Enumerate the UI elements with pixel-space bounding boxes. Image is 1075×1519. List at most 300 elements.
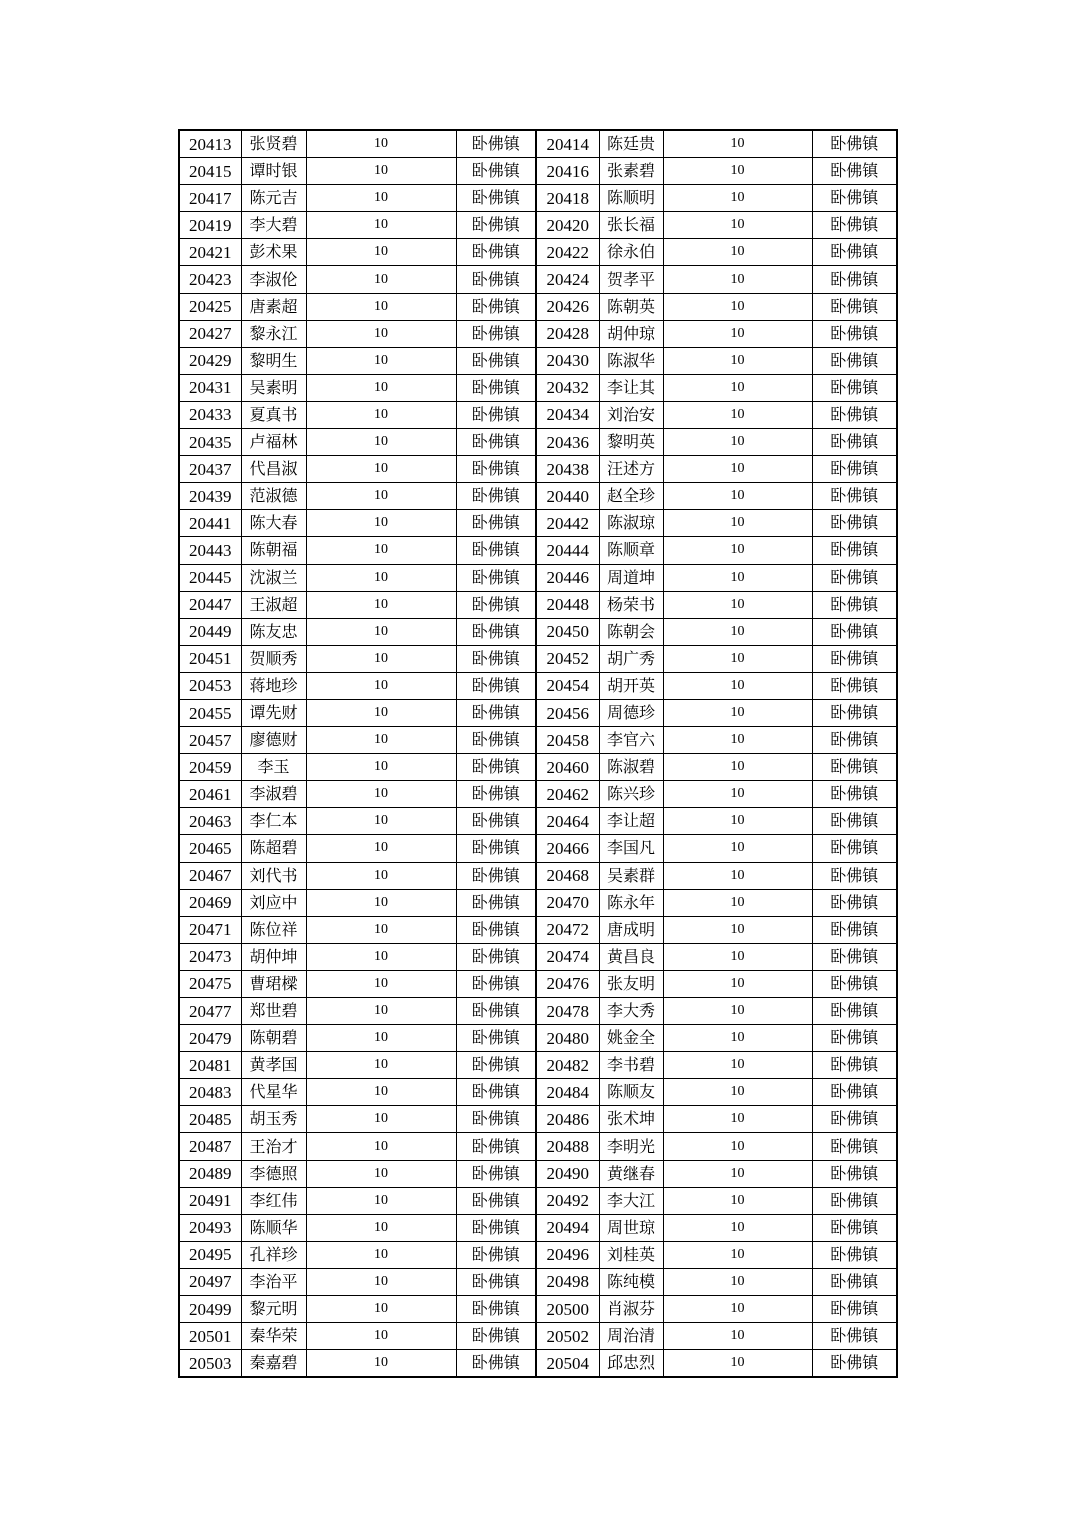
right-town-cell: 卧佛镇 (812, 1296, 897, 1323)
right-amount-cell: 10 (663, 510, 812, 537)
left-town-cell: 卧佛镇 (456, 1079, 536, 1106)
right-amount-cell: 10 (663, 266, 812, 293)
left-id-cell: 20481 (179, 1052, 241, 1079)
right-town-cell: 卧佛镇 (812, 320, 897, 347)
right-town-cell: 卧佛镇 (812, 781, 897, 808)
left-name-cell: 廖德财 (241, 727, 306, 754)
right-name-cell: 陈纯模 (599, 1268, 663, 1295)
right-town-cell: 卧佛镇 (812, 158, 897, 185)
left-town-cell: 卧佛镇 (456, 537, 536, 564)
left-town-cell: 卧佛镇 (456, 266, 536, 293)
right-town-cell: 卧佛镇 (812, 727, 897, 754)
left-id-cell: 20455 (179, 699, 241, 726)
right-amount-cell: 10 (663, 1268, 812, 1295)
right-name-cell: 陈朝会 (599, 618, 663, 645)
left-id-cell: 20423 (179, 266, 241, 293)
left-name-cell: 卢福林 (241, 429, 306, 456)
left-town-cell: 卧佛镇 (456, 889, 536, 916)
left-name-cell: 黎永江 (241, 320, 306, 347)
right-town-cell: 卧佛镇 (812, 239, 897, 266)
right-id-cell: 20460 (536, 754, 599, 781)
right-amount-cell: 10 (663, 998, 812, 1025)
left-town-cell: 卧佛镇 (456, 429, 536, 456)
right-name-cell: 汪述方 (599, 456, 663, 483)
table-row (179, 591, 897, 618)
table-row (179, 456, 897, 483)
right-id-cell: 20504 (536, 1350, 599, 1378)
left-town-cell: 卧佛镇 (456, 1241, 536, 1268)
right-name-cell: 李官六 (599, 727, 663, 754)
left-amount-cell: 10 (306, 591, 456, 618)
table-row (179, 1079, 897, 1106)
right-amount-cell: 10 (663, 456, 812, 483)
left-name-cell: 谭时银 (241, 158, 306, 185)
left-name-cell: 刘应中 (241, 889, 306, 916)
left-town-cell: 卧佛镇 (456, 727, 536, 754)
right-id-cell: 20424 (536, 266, 599, 293)
right-name-cell: 周世琼 (599, 1214, 663, 1241)
left-id-cell: 20413 (179, 130, 241, 158)
left-id-cell: 20447 (179, 591, 241, 618)
left-id-cell: 20427 (179, 320, 241, 347)
right-amount-cell: 10 (663, 212, 812, 239)
right-id-cell: 20490 (536, 1160, 599, 1187)
right-id-cell: 20428 (536, 320, 599, 347)
table-row (179, 266, 897, 293)
right-name-cell: 黄继春 (599, 1160, 663, 1187)
left-amount-cell: 10 (306, 239, 456, 266)
left-amount-cell: 10 (306, 672, 456, 699)
right-id-cell: 20492 (536, 1187, 599, 1214)
right-amount-cell: 10 (663, 862, 812, 889)
table-row (179, 970, 897, 997)
left-id-cell: 20493 (179, 1214, 241, 1241)
left-town-cell: 卧佛镇 (456, 645, 536, 672)
left-amount-cell: 10 (306, 212, 456, 239)
left-id-cell: 20503 (179, 1350, 241, 1378)
left-name-cell: 胡仲坤 (241, 943, 306, 970)
left-name-cell: 李淑伦 (241, 266, 306, 293)
left-id-cell: 20477 (179, 998, 241, 1025)
right-amount-cell: 10 (663, 835, 812, 862)
left-id-cell: 20501 (179, 1323, 241, 1350)
right-id-cell: 20426 (536, 293, 599, 320)
left-town-cell: 卧佛镇 (456, 754, 536, 781)
left-id-cell: 20463 (179, 808, 241, 835)
right-name-cell: 李大江 (599, 1187, 663, 1214)
left-amount-cell: 10 (306, 158, 456, 185)
right-id-cell: 20414 (536, 130, 599, 158)
left-amount-cell: 10 (306, 1268, 456, 1295)
right-id-cell: 20484 (536, 1079, 599, 1106)
left-amount-cell: 10 (306, 483, 456, 510)
right-id-cell: 20482 (536, 1052, 599, 1079)
right-town-cell: 卧佛镇 (812, 672, 897, 699)
right-name-cell: 唐成明 (599, 916, 663, 943)
table-row (179, 1214, 897, 1241)
left-amount-cell: 10 (306, 293, 456, 320)
right-town-cell: 卧佛镇 (812, 1187, 897, 1214)
left-id-cell: 20475 (179, 970, 241, 997)
left-town-cell: 卧佛镇 (456, 374, 536, 401)
left-town-cell: 卧佛镇 (456, 1052, 536, 1079)
left-town-cell: 卧佛镇 (456, 510, 536, 537)
left-town-cell: 卧佛镇 (456, 672, 536, 699)
right-town-cell: 卧佛镇 (812, 862, 897, 889)
right-town-cell: 卧佛镇 (812, 591, 897, 618)
right-town-cell: 卧佛镇 (812, 293, 897, 320)
left-amount-cell: 10 (306, 645, 456, 672)
left-town-cell: 卧佛镇 (456, 185, 536, 212)
right-name-cell: 姚金全 (599, 1025, 663, 1052)
right-name-cell: 周道坤 (599, 564, 663, 591)
right-town-cell: 卧佛镇 (812, 347, 897, 374)
right-name-cell: 陈顺章 (599, 537, 663, 564)
right-name-cell: 张术坤 (599, 1106, 663, 1133)
left-amount-cell: 10 (306, 754, 456, 781)
left-amount-cell: 10 (306, 266, 456, 293)
left-name-cell: 张贤碧 (241, 130, 306, 158)
left-amount-cell: 10 (306, 456, 456, 483)
right-amount-cell: 10 (663, 672, 812, 699)
right-name-cell: 刘治安 (599, 401, 663, 428)
right-id-cell: 20500 (536, 1296, 599, 1323)
right-amount-cell: 10 (663, 239, 812, 266)
left-name-cell: 李玉 (241, 754, 306, 781)
table-row (179, 212, 897, 239)
left-amount-cell: 10 (306, 970, 456, 997)
roster-table (178, 129, 898, 1378)
right-town-cell: 卧佛镇 (812, 564, 897, 591)
table-row (179, 1106, 897, 1133)
right-name-cell: 张素碧 (599, 158, 663, 185)
table-row (179, 239, 897, 266)
left-town-cell: 卧佛镇 (456, 320, 536, 347)
right-name-cell: 陈兴珍 (599, 781, 663, 808)
left-town-cell: 卧佛镇 (456, 456, 536, 483)
table-row (179, 727, 897, 754)
right-amount-cell: 10 (663, 483, 812, 510)
left-id-cell: 20435 (179, 429, 241, 456)
right-town-cell: 卧佛镇 (812, 645, 897, 672)
right-id-cell: 20434 (536, 401, 599, 428)
left-id-cell: 20437 (179, 456, 241, 483)
left-id-cell: 20469 (179, 889, 241, 916)
right-amount-cell: 10 (663, 158, 812, 185)
right-name-cell: 黄昌良 (599, 943, 663, 970)
right-amount-cell: 10 (663, 808, 812, 835)
right-town-cell: 卧佛镇 (812, 1241, 897, 1268)
right-name-cell: 李明光 (599, 1133, 663, 1160)
right-amount-cell: 10 (663, 618, 812, 645)
table-row (179, 537, 897, 564)
left-amount-cell: 10 (306, 1187, 456, 1214)
left-town-cell: 卧佛镇 (456, 401, 536, 428)
right-id-cell: 20466 (536, 835, 599, 862)
right-name-cell: 李书碧 (599, 1052, 663, 1079)
left-amount-cell: 10 (306, 1052, 456, 1079)
right-name-cell: 李让其 (599, 374, 663, 401)
left-id-cell: 20431 (179, 374, 241, 401)
left-town-cell: 卧佛镇 (456, 1160, 536, 1187)
table-row (179, 943, 897, 970)
left-name-cell: 李红伟 (241, 1187, 306, 1214)
right-town-cell: 卧佛镇 (812, 130, 897, 158)
left-id-cell: 20491 (179, 1187, 241, 1214)
right-town-cell: 卧佛镇 (812, 456, 897, 483)
left-amount-cell: 10 (306, 862, 456, 889)
right-name-cell: 胡广秀 (599, 645, 663, 672)
left-id-cell: 20453 (179, 672, 241, 699)
table-row (179, 862, 897, 889)
right-id-cell: 20498 (536, 1268, 599, 1295)
table-row (179, 564, 897, 591)
table-row (179, 835, 897, 862)
left-amount-cell: 10 (306, 835, 456, 862)
left-name-cell: 吴素明 (241, 374, 306, 401)
left-name-cell: 孔祥珍 (241, 1241, 306, 1268)
right-id-cell: 20474 (536, 943, 599, 970)
table-row (179, 1323, 897, 1350)
right-name-cell: 李国凡 (599, 835, 663, 862)
right-amount-cell: 10 (663, 1187, 812, 1214)
right-name-cell: 陈顺明 (599, 185, 663, 212)
left-id-cell: 20465 (179, 835, 241, 862)
right-amount-cell: 10 (663, 1214, 812, 1241)
left-amount-cell: 10 (306, 1241, 456, 1268)
left-town-cell: 卧佛镇 (456, 293, 536, 320)
left-id-cell: 20485 (179, 1106, 241, 1133)
left-amount-cell: 10 (306, 185, 456, 212)
right-name-cell: 杨荣书 (599, 591, 663, 618)
right-name-cell: 黎明英 (599, 429, 663, 456)
table-row (179, 1187, 897, 1214)
right-town-cell: 卧佛镇 (812, 401, 897, 428)
table-row (179, 1160, 897, 1187)
left-amount-cell: 10 (306, 1025, 456, 1052)
table-row (179, 293, 897, 320)
right-town-cell: 卧佛镇 (812, 1214, 897, 1241)
right-amount-cell: 10 (663, 1106, 812, 1133)
table-row (179, 158, 897, 185)
left-id-cell: 20473 (179, 943, 241, 970)
right-town-cell: 卧佛镇 (812, 1268, 897, 1295)
right-id-cell: 20416 (536, 158, 599, 185)
left-amount-cell: 10 (306, 1296, 456, 1323)
left-name-cell: 陈顺华 (241, 1214, 306, 1241)
right-id-cell: 20476 (536, 970, 599, 997)
left-id-cell: 20497 (179, 1268, 241, 1295)
table-row (179, 1350, 897, 1378)
table-row (179, 672, 897, 699)
right-id-cell: 20496 (536, 1241, 599, 1268)
right-name-cell: 陈廷贵 (599, 130, 663, 158)
table-row (179, 645, 897, 672)
left-amount-cell: 10 (306, 1133, 456, 1160)
right-name-cell: 刘桂英 (599, 1241, 663, 1268)
table-row (179, 401, 897, 428)
left-id-cell: 20425 (179, 293, 241, 320)
left-town-cell: 卧佛镇 (456, 1323, 536, 1350)
left-id-cell: 20445 (179, 564, 241, 591)
right-name-cell: 陈朝英 (599, 293, 663, 320)
left-amount-cell: 10 (306, 537, 456, 564)
left-id-cell: 20441 (179, 510, 241, 537)
right-town-cell: 卧佛镇 (812, 889, 897, 916)
left-amount-cell: 10 (306, 943, 456, 970)
right-amount-cell: 10 (663, 293, 812, 320)
right-id-cell: 20458 (536, 727, 599, 754)
right-town-cell: 卧佛镇 (812, 374, 897, 401)
left-id-cell: 20495 (179, 1241, 241, 1268)
left-amount-cell: 10 (306, 727, 456, 754)
left-id-cell: 20443 (179, 537, 241, 564)
left-town-cell: 卧佛镇 (456, 564, 536, 591)
table-row (179, 320, 897, 347)
table-row (179, 1296, 897, 1323)
left-name-cell: 陈大春 (241, 510, 306, 537)
right-town-cell: 卧佛镇 (812, 943, 897, 970)
right-name-cell: 陈淑华 (599, 347, 663, 374)
left-town-cell: 卧佛镇 (456, 158, 536, 185)
right-amount-cell: 10 (663, 374, 812, 401)
right-town-cell: 卧佛镇 (812, 429, 897, 456)
right-town-cell: 卧佛镇 (812, 185, 897, 212)
right-id-cell: 20452 (536, 645, 599, 672)
right-town-cell: 卧佛镇 (812, 483, 897, 510)
table-row (179, 998, 897, 1025)
right-amount-cell: 10 (663, 1160, 812, 1187)
left-id-cell: 20483 (179, 1079, 241, 1106)
right-amount-cell: 10 (663, 916, 812, 943)
left-town-cell: 卧佛镇 (456, 862, 536, 889)
left-town-cell: 卧佛镇 (456, 1133, 536, 1160)
right-name-cell: 陈顺友 (599, 1079, 663, 1106)
table-row (179, 510, 897, 537)
roster-body (179, 130, 897, 1377)
left-amount-cell: 10 (306, 1079, 456, 1106)
right-name-cell: 陈淑碧 (599, 754, 663, 781)
right-id-cell: 20480 (536, 1025, 599, 1052)
right-name-cell: 李大秀 (599, 998, 663, 1025)
right-id-cell: 20422 (536, 239, 599, 266)
table-row (179, 347, 897, 374)
left-amount-cell: 10 (306, 808, 456, 835)
left-name-cell: 陈位祥 (241, 916, 306, 943)
right-name-cell: 张长福 (599, 212, 663, 239)
left-town-cell: 卧佛镇 (456, 916, 536, 943)
right-amount-cell: 10 (663, 727, 812, 754)
right-town-cell: 卧佛镇 (812, 618, 897, 645)
left-town-cell: 卧佛镇 (456, 130, 536, 158)
table-row (179, 1025, 897, 1052)
right-amount-cell: 10 (663, 645, 812, 672)
left-town-cell: 卧佛镇 (456, 591, 536, 618)
right-id-cell: 20420 (536, 212, 599, 239)
right-id-cell: 20442 (536, 510, 599, 537)
right-town-cell: 卧佛镇 (812, 1323, 897, 1350)
left-amount-cell: 10 (306, 889, 456, 916)
left-name-cell: 代星华 (241, 1079, 306, 1106)
left-id-cell: 20499 (179, 1296, 241, 1323)
right-amount-cell: 10 (663, 1079, 812, 1106)
left-name-cell: 彭术果 (241, 239, 306, 266)
left-id-cell: 20415 (179, 158, 241, 185)
right-id-cell: 20432 (536, 374, 599, 401)
right-name-cell: 李让超 (599, 808, 663, 835)
right-amount-cell: 10 (663, 130, 812, 158)
right-amount-cell: 10 (663, 1052, 812, 1079)
right-id-cell: 20462 (536, 781, 599, 808)
right-town-cell: 卧佛镇 (812, 835, 897, 862)
right-town-cell: 卧佛镇 (812, 266, 897, 293)
right-amount-cell: 10 (663, 1133, 812, 1160)
table-row (179, 781, 897, 808)
left-amount-cell: 10 (306, 1350, 456, 1378)
right-name-cell: 胡开英 (599, 672, 663, 699)
table-row (179, 483, 897, 510)
left-town-cell: 卧佛镇 (456, 1187, 536, 1214)
left-town-cell: 卧佛镇 (456, 835, 536, 862)
left-town-cell: 卧佛镇 (456, 347, 536, 374)
table-row (179, 916, 897, 943)
table-row (179, 618, 897, 645)
left-amount-cell: 10 (306, 429, 456, 456)
left-name-cell: 胡玉秀 (241, 1106, 306, 1133)
right-amount-cell: 10 (663, 699, 812, 726)
left-amount-cell: 10 (306, 347, 456, 374)
left-town-cell: 卧佛镇 (456, 943, 536, 970)
table-row (179, 1052, 897, 1079)
right-amount-cell: 10 (663, 1241, 812, 1268)
left-name-cell: 王淑超 (241, 591, 306, 618)
left-amount-cell: 10 (306, 1106, 456, 1133)
right-town-cell: 卧佛镇 (812, 998, 897, 1025)
left-name-cell: 李淑碧 (241, 781, 306, 808)
left-town-cell: 卧佛镇 (456, 998, 536, 1025)
table-row (179, 699, 897, 726)
left-amount-cell: 10 (306, 1160, 456, 1187)
left-town-cell: 卧佛镇 (456, 1350, 536, 1378)
right-id-cell: 20472 (536, 916, 599, 943)
table-row (179, 429, 897, 456)
left-name-cell: 唐素超 (241, 293, 306, 320)
right-id-cell: 20502 (536, 1323, 599, 1350)
left-name-cell: 陈元吉 (241, 185, 306, 212)
left-id-cell: 20419 (179, 212, 241, 239)
left-id-cell: 20451 (179, 645, 241, 672)
right-amount-cell: 10 (663, 754, 812, 781)
left-town-cell: 卧佛镇 (456, 781, 536, 808)
table-row (179, 374, 897, 401)
left-name-cell: 夏真书 (241, 401, 306, 428)
table-row (179, 754, 897, 781)
left-amount-cell: 10 (306, 916, 456, 943)
left-name-cell: 刘代书 (241, 862, 306, 889)
left-name-cell: 代昌淑 (241, 456, 306, 483)
left-name-cell: 沈淑兰 (241, 564, 306, 591)
left-name-cell: 陈朝福 (241, 537, 306, 564)
left-name-cell: 黄孝国 (241, 1052, 306, 1079)
right-town-cell: 卧佛镇 (812, 916, 897, 943)
right-name-cell: 周德珍 (599, 699, 663, 726)
right-name-cell: 徐永伯 (599, 239, 663, 266)
left-name-cell: 黎明生 (241, 347, 306, 374)
table-row (179, 1133, 897, 1160)
right-town-cell: 卧佛镇 (812, 808, 897, 835)
table-row (179, 130, 897, 158)
right-town-cell: 卧佛镇 (812, 1106, 897, 1133)
